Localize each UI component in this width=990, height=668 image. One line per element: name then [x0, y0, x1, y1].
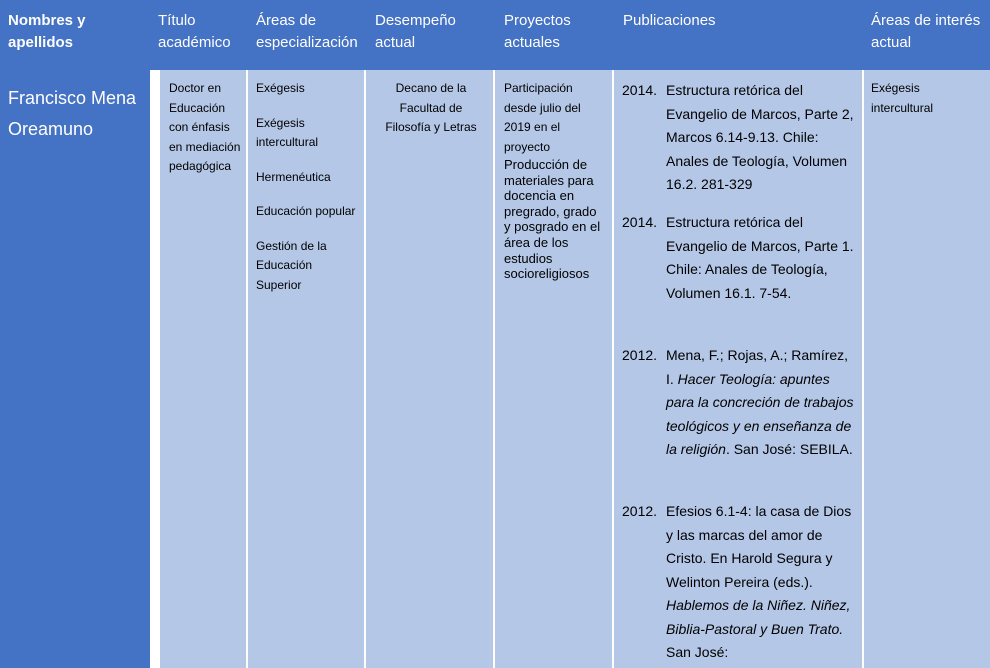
- name-cell-bg: [0, 70, 150, 668]
- area-item: Exégesis: [256, 81, 305, 95]
- publication-year: 2012.: [622, 347, 658, 363]
- person-name: Francisco Mena Oreamuno: [8, 88, 137, 139]
- header-names: Nombres y apellidos: [8, 12, 86, 51]
- publication-item: [622, 79, 858, 197]
- current-role: Decano de la Facultad de Filosofía y Letras: [385, 81, 477, 134]
- publication-authors: Mena, F.; Rojas, A.; Ramírez, I.: [666, 347, 849, 387]
- area-item: Exégesis intercultural: [256, 115, 319, 149]
- publication-item: [622, 211, 858, 305]
- publication-item: [622, 344, 858, 462]
- project-intro: Participación desde julio del 2019 en el proyecto: [504, 81, 581, 154]
- project-cell: [504, 79, 606, 282]
- area-item: Gestión de la Educación Superior: [256, 238, 327, 292]
- header-areas: Áreas de especialización: [256, 12, 358, 51]
- publication-book-title: Hacer Teología: apuntes para la concreción de trabajos teológicos y en enseñanza de la religión: [666, 370, 854, 457]
- areas-list: [256, 79, 360, 310]
- publication-text: [666, 500, 858, 665]
- publication-year: 2014.: [622, 82, 658, 98]
- area-item: Educación popular: [256, 204, 356, 218]
- publication-year: 2014.: [622, 214, 658, 230]
- current-interest: Exégesis intercultural: [871, 81, 934, 115]
- publication-item: [622, 500, 858, 665]
- publication-publisher: San José:: [666, 644, 729, 660]
- publication-publisher: . San José: SEBILA.: [725, 441, 853, 457]
- header-publications: Publicaciones: [623, 12, 716, 29]
- header-interests: Áreas de interés actual: [871, 12, 981, 51]
- publication-text: [666, 344, 858, 462]
- area-item: Hermenéutica: [256, 169, 331, 184]
- project-name: Producción de materiales para docencia en pregrado, grado y posgrado en el área de los estudios socioreligiosos: [504, 157, 601, 282]
- publication-year: 2012.: [622, 503, 658, 519]
- publication-book-title: Hablemos de la Niñez. Niñez, Biblia-Pastoral y Buen Trato.: [666, 597, 851, 637]
- publication-text: Estructura retórica del Evangelio de Marcos, Parte 2, Marcos 6.14-9.13. Chile: Anales de Teología, Volumen 16.2. 281-329: [666, 82, 854, 192]
- publication-text: Estructura retórica del Evangelio de Marcos, Parte 1. Chile: Anales de Teología, Volumen 16.1. 7-54.: [666, 214, 854, 301]
- header-role: Desempeño actual: [375, 12, 456, 51]
- header-title: Título académico: [158, 12, 231, 51]
- role-cell-bg: [366, 70, 493, 668]
- interests-cell-bg: [864, 70, 990, 668]
- publication-description: Efesios 6.1-4: la casa de Dios y las marcas del amor de Cristo. En Harold Segura y Welinton Pereira (eds.).: [666, 503, 852, 590]
- header-projects: Proyectos actuales: [504, 12, 571, 51]
- academic-title: Doctor en Educación con énfasis en mediación pedagógica: [169, 81, 241, 173]
